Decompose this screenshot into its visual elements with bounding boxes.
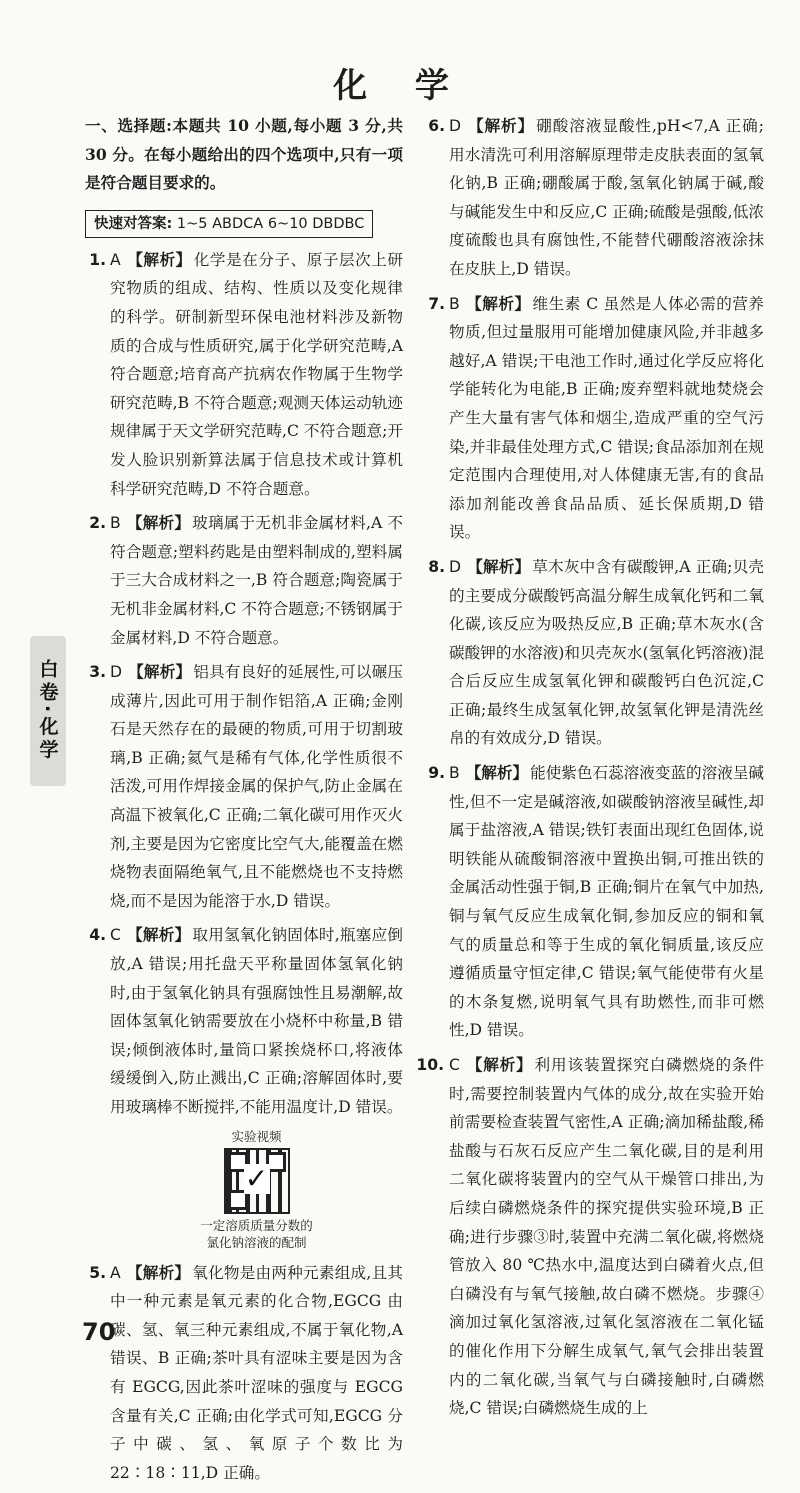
question-text: 铝具有良好的延展性,可以碾压成薄片,因此可用于制作铝箔,A 正确;金刚石是天然存在的最硬的物质,可用于切割玻璃,B 正确;氦气是稀有气体,化学性质很不活泼,可用作焊接金属的保护气,防止金属在高温下被氧化,C 正确;二氧化碳可用作灭火剂,主要是因为它密度比空气大,能覆盖在燃烧物表面隔绝氧气,且不能燃烧也不支持燃烧,而不是因为能溶于水,D 错误。 (110, 663, 403, 910)
qr-code-icon[interactable] (224, 1148, 290, 1214)
answer-letter: D (449, 117, 462, 135)
answer-key-box (85, 210, 373, 238)
answer-letter: D (110, 663, 123, 682)
analysis-tag: 【解析】 (465, 293, 531, 313)
question-number: 9. (428, 764, 445, 783)
answer-letter: D (449, 557, 462, 576)
analysis-tag: 【解析】 (126, 513, 191, 533)
question-text: 草木灰中含有碳酸钾,A 正确;贝壳的主要成分碳酸钙高温分解生成氧化钙和二氧化碳,该反应为吸热反应,B 正确;草木灰水(含碳酸钾的水溶液)和贝壳灰水(氢氧化钙溶液)混合后反应生成氢氧化钾和碳酸钙白色沉淀,C 正确;最终生成氢氧化钾,故氢氧化钾是清洗丝帛的有效成分,D 错误。 (449, 557, 764, 748)
video-qr-block (110, 1128, 403, 1251)
analysis-tag: 【解析】 (467, 116, 535, 135)
question-number: 7. (428, 294, 445, 313)
question-2 (85, 509, 403, 652)
answer-letter: C (449, 1056, 460, 1074)
analysis-tag: 【解析】 (128, 662, 192, 682)
answer-letter: B (449, 294, 460, 313)
question-text: 硼酸溶液显酸性,pH<7,A 正确;用水清洗可利用溶解原理带走皮肤表面的氢氧化钠,B 正确;硼酸属于酸,氢氧化钠属于碱,酸与碱能发生中和反应,C 正确;硫酸是强酸,低浓度硫酸也具有腐蚀性,不能替代硼酸溶液涂抹在皮肤上,D 错误。 (449, 117, 764, 278)
right-column (416, 112, 765, 1429)
question-number: 8. (428, 557, 445, 576)
question-10 (416, 1051, 764, 1423)
question-1 (85, 246, 403, 503)
answer-letter: C (110, 926, 121, 945)
question-text: 化学是在分子、原子层次上研究物质的组成、结构、性质以及变化规律的科学。研制新型环保电池材料涉及新物质的合成与性质研究,属于化学研究范畴,A 符合题意;培育高产抗病农作物属于生物学研究范畴,B 不符合题意;观测天体运动轨迹规律属于天文学研究范畴,C 不符合题意;开发人脸识别新算法属于信息技术或计算机科学研究范畴,D 不符合题意。 (110, 250, 403, 498)
analysis-tag: 【解析】 (126, 249, 192, 269)
analysis-tag: 【解析】 (126, 1262, 191, 1282)
qr-caption-bottom: 一定溶质质量分数的 氯化钠溶液的配制 (200, 1217, 313, 1250)
answer-letter: A (110, 250, 121, 269)
page-number: 70 (82, 1318, 116, 1346)
answer-letter: B (110, 514, 121, 533)
question-text: 维生素 C 虽然是人体必需的营养物质,但过量服用可能增加健康风险,并非越多越好,A 错误;干电池工作时,通过化学反应将化学能转化为电能,B 正确;废弃塑料就地焚烧会产生大量有害气体和烟尘,造成严重的空气污染,并非最佳处理方式,C 错误;食品添加剂在规定范围内合理使用,对人体健康无害,有的食品添加剂能改善食品品质、延长保质期,D 错误。 (449, 294, 764, 542)
check-icon: ✓ (244, 1161, 269, 1195)
question-number: 10. (416, 1056, 444, 1074)
question-number: 6. (428, 117, 445, 135)
question-text: 玻璃属于无机非金属材料,A 不符合题意;塑料药匙是由塑料制成的,塑料属于三大合成材料之一,B 符合题意;陶瓷属于无机非金属材料,C 不符合题意;不锈钢属于金属材料,D 不符合题意。 (110, 514, 403, 647)
question-8 (424, 553, 764, 753)
side-tab-label: 白卷·化学 (30, 636, 66, 786)
question-text: 利用该装置探究白磷燃烧的条件时,需要控制装置内气体的成分,故在实验开始前需要检查装置气密性,A 正确;滴加稀盐酸,稀盐酸与石灰石反应产生二氧化碳,目的是利用二氧化碳将装置内的空气从干燥管口排出,为后续白磷燃烧条件的探究提供实验环境,B 正确;进行步骤③时,装置中充满二氧化碳,将燃烧管放入 80 ℃热水中,温度达到白磷着火点,但白磷没有与氧气接触,故白磷不燃烧。步骤④滴加过氧化氢溶液,过氧化氢溶液在二氧化锰的催化作用下分解生成氧气,氧气会排出装置内的二氧化碳,当氧气与白磷接触时,白磷燃烧,C 错误;白磷燃烧生成的上 (449, 1056, 764, 1418)
analysis-tag: 【解析】 (467, 556, 531, 576)
question-7 (424, 290, 764, 547)
answer-key-value: 1~5 ABDCA 6~10 DBDBC (176, 215, 365, 232)
left-column (85, 112, 403, 1493)
section-intro: 一、选择题:本题共 10 小题,每小题 3 分,共 30 分。在每小题给出的四个选项中,只有一项是符合题目要求的。 (85, 116, 403, 193)
question-3 (85, 658, 403, 915)
answer-key-label: 快速对答案: (94, 215, 173, 232)
question-text: 取用氢氧化钠固体时,瓶塞应倒放,A 错误;用托盘天平称量固体氢氧化钠时,由于氢氧化钠具有强腐蚀性且易潮解,故固体氢氧化钠需要放在小烧杯中称量,B 错误;倾倒液体时,量筒口紧挨烧杯口,将液体缓缓倒入,防止溅出,C 正确;溶解固体时,要用玻璃棒不断搅拌,不能用温度计,D 错误。 (110, 926, 403, 1116)
page-title: 化 学 (333, 66, 467, 106)
question-number: 1. (89, 250, 106, 269)
question-6 (424, 112, 764, 284)
question-text: 能使紫色石蕊溶液变蓝的溶液呈碱性,但不一定是碱溶液,如碳酸钠溶液呈碱性,却属于盐溶液,A 错误;铁钉表面出现红色固体,说明铁能从硫酸铜溶液中置换出铜,可推出铁的金属活动性强于铜,B 正确;铜片在氧气中加热,铜与氧气反应生成氧化铜,参加反应的铜和氧气的质量总和等于生成的氧化铜质量,该反应遵循质量守恒定律,C 错误;氧气能使带有火星的木条复燃,说明氧气具有助燃性,而非可燃性,D 错误。 (449, 764, 765, 1040)
analysis-tag: 【解析】 (465, 1055, 533, 1074)
analysis-tag: 【解析】 (465, 763, 529, 783)
question-number: 3. (89, 663, 106, 682)
analysis-tag: 【解析】 (126, 925, 191, 945)
answer-letter: B (449, 764, 460, 783)
question-9 (424, 759, 764, 1045)
question-number: 5. (89, 1263, 106, 1282)
question-number: 2. (89, 514, 106, 533)
question-number: 4. (89, 926, 106, 945)
qr-caption-top: 实验视频 (231, 1128, 282, 1144)
question-5 (85, 1259, 403, 1488)
question-text: 氧化物是由两种元素组成,且其中一种元素是氧元素的化合物,EGCG 由碳、氢、氧三种元素组成,不属于氧化物,A 错误、B 正确;茶叶具有涩味主要是因为含有 EGCG,因此茶叶涩味的强度与 EGCG 含量有关,C 正确;由化学式可知,EGCG 分子中碳、氢、氧原子个数比为 22∶18∶11,D 正确。 (110, 1263, 403, 1482)
question-4 (85, 921, 403, 1121)
answer-letter: A (110, 1263, 121, 1282)
